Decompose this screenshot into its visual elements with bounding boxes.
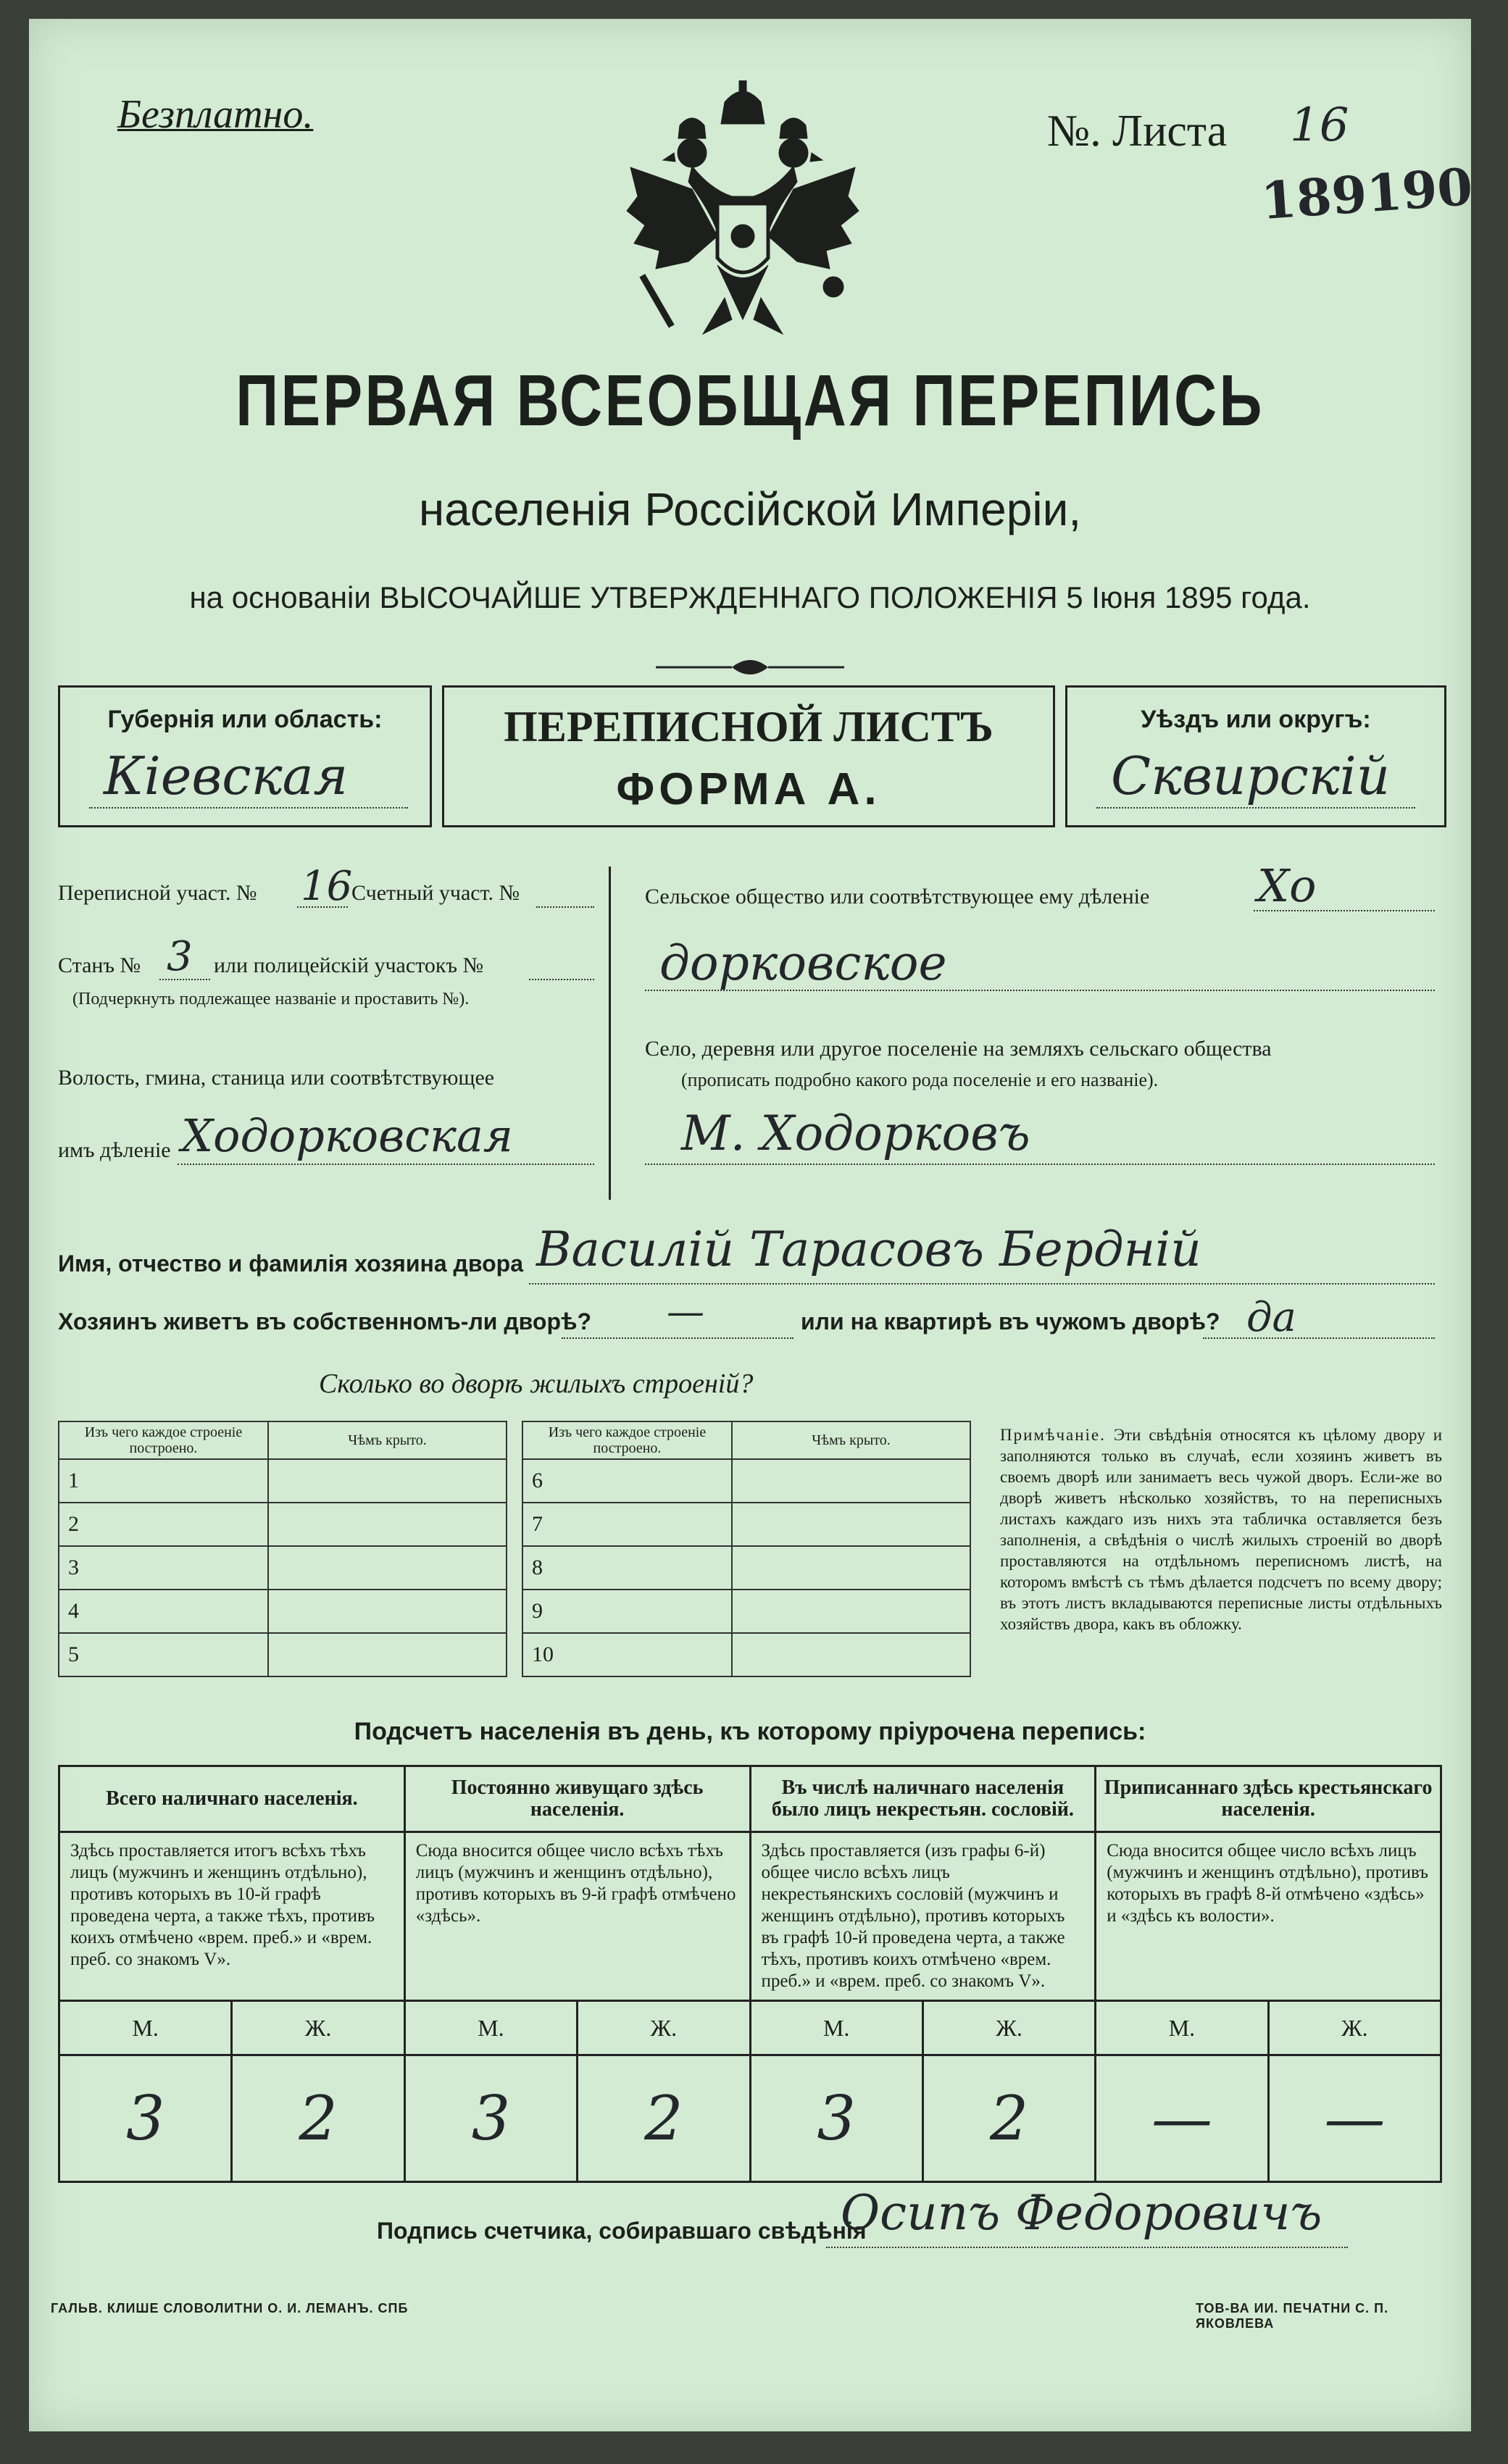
rent-value: да [1246, 1294, 1296, 1341]
uezd-value: Сквирскій [1111, 746, 1391, 806]
printer-left: ГАЛЬВ. КЛИШЕ СЛОВОЛИТНИ О. И. ЛЕМАНЪ. СПБ [51, 2301, 409, 2315]
male-count: 3 [404, 2055, 577, 2182]
female-header: Ж. [922, 2001, 1095, 2055]
own-yard-value: — [667, 1290, 704, 1334]
volost-label-1: Волость, гмина, станица или соотвѣтствующее [58, 1066, 495, 1090]
male-header: М. [750, 2001, 922, 2055]
female-count: 2 [922, 2055, 1095, 2182]
owner-value: Василій Тарасовъ Бердній [536, 1221, 1201, 1277]
col-roof-header: Чѣмъ крыто. [268, 1421, 507, 1459]
gubernia-label: Губернія или область: [107, 706, 383, 733]
gubernia-box [58, 685, 432, 827]
male-header: М. [59, 2001, 232, 2055]
volost-label-2: имъ дѣленіе [58, 1138, 171, 1162]
population-title: Подсчетъ населенія въ день, къ которому пріурочена перепись: [354, 1718, 1146, 1745]
female-count: 2 [578, 2055, 750, 2182]
column-description: Сюда вносится общее число всѣхъ тѣхъ лицъ (мужчинъ и женщинъ отдѣльно), противъ которыхъ въ 9-й графѣ отмѣчено «здѣсь». [404, 1832, 750, 2001]
uezd-label: Уѣздъ или округъ: [1141, 706, 1371, 733]
table-row: 9 [522, 1590, 970, 1633]
uezd-box [1065, 685, 1446, 827]
selskoe-value-2: дорковское [659, 935, 947, 991]
document-subtitle: населенія Россійской Имперіи, [418, 483, 1082, 535]
column-header: Постоянно живущаго здѣсь населенія. [404, 1766, 750, 1832]
population-table [58, 1765, 1442, 2183]
column-header: Въ числѣ наличнаго населенія было лицъ некрестьян. сословій. [750, 1766, 1096, 1832]
female-header: Ж. [578, 2001, 750, 2055]
sheet-number-value: 16 [1290, 99, 1349, 152]
signature-label: Подпись счетчика, собиравшаго свѣдѣнія [377, 2218, 867, 2244]
owner-label: Имя, отчество и фамилія хозяина двора [58, 1250, 523, 1277]
table-row: 10 [522, 1633, 970, 1676]
archive-number: 189190 [1259, 156, 1475, 232]
female-header: Ж. [232, 2001, 404, 2055]
male-header: М. [404, 2001, 577, 2055]
form-title: ПЕРЕПИСНОЙ ЛИСТЪ [504, 703, 993, 751]
table-row: 6 [522, 1459, 970, 1503]
male-count: — [1096, 2055, 1268, 2182]
signature-value: Осипъ Федоровичъ [841, 2185, 1322, 2241]
buildings-question: Сколько во дворѣ жилыхъ строеній? [319, 1369, 754, 1399]
col-material-header: Изъ чего каждое строеніе построено. [522, 1421, 732, 1459]
table-row: 8 [522, 1546, 970, 1590]
document-title: ПЕРВАЯ ВСЕОБЩАЯ ПЕРЕПИСЬ [236, 360, 1265, 441]
sheet-number-label: №. Листа [1047, 107, 1228, 156]
column-header: Всего наличнаго населенія. [59, 1766, 405, 1832]
male-count: 3 [750, 2055, 922, 2182]
female-header: Ж. [1268, 2001, 1441, 2055]
rent-label: или на квартирѣ въ чужомъ дворѣ? [801, 1308, 1220, 1335]
table-row: 5 [59, 1633, 507, 1676]
perepis-uchast-label: Переписной участ. № [58, 881, 257, 905]
schetny-uchast-label: Счетный участ. № [351, 881, 520, 905]
gubernia-value: Кіевская [104, 746, 349, 806]
form-title-box [442, 685, 1055, 827]
column-description: Здѣсь проставляется итогъ всѣхъ тѣхъ лицъ (мужчинъ и женщинъ отдѣльно), противъ которыхъ въ 10-й графѣ проведена черта, а также тѣхъ, противъ коихъ отмѣчено «врем. преб.» и «врем. преб. со знакомъ V». [59, 1832, 405, 2001]
buildings-note: Примѣчаніе. Эти свѣдѣнія относятся къ цѣлому двору и заполняются только въ случаѣ, если хозяинъ живетъ въ своемъ дворѣ или занимаетъ весь чужой дворъ. Если-же во дворѣ живетъ нѣсколько хозяйствъ, то на переписныхъ листахъ каждаго изъ нихъ эта табличка оставляется безъ заполненія, а свѣдѣнія о числѣ жилыхъ строеній во дворѣ проставляются на отдѣльномъ переписномъ листѣ, на которомъ вмѣстѣ съ тѣмъ дѣлается подсчетъ по всему двору; въ этотъ листъ вкладываются переписные листы отдѣльныхъ хозяйствъ двора, какъ въ обложку. [1000, 1426, 1442, 1633]
male-header: М. [1096, 2001, 1268, 2055]
stan-value: 3 [167, 933, 193, 980]
table-row: 1 [59, 1459, 507, 1503]
buildings-table-right [522, 1421, 971, 1677]
selo-note: (прописать подробно какого рода поселеніе и его названіе). [681, 1069, 1159, 1090]
selo-value: М. Ходорковъ [681, 1106, 1030, 1161]
document-basis: на основаніи ВЫСОЧАЙШЕ УТВЕРЖДЕННАГО ПОЛОЖЕНІЯ 5 Іюня 1895 года. [189, 580, 1311, 614]
selskoe-label: Сельское общество или соотвѣтствующее ему дѣленіе [645, 885, 1150, 909]
police-label: или полицейскій участокъ № [214, 953, 484, 977]
form-name: ФОРМА А. [616, 764, 881, 814]
column-header: Приписаннаго здѣсь крестьянскаго населенія. [1096, 1766, 1441, 1832]
female-count: — [1268, 2055, 1441, 2182]
column-description: Здѣсь проставляется (изъ графы 6-й) общее число всѣхъ лицъ некрестьянскихъ сословій (мужчинъ и женщинъ отдѣльно), противъ которыхъ въ графѣ 10-й проведена черта, а также тѣхъ, противъ коихъ отмѣчено «врем. преб.» и «врем. преб. со знакомъ V». [750, 1832, 1096, 2001]
own-yard-label: Хозяинъ живетъ въ собственномъ-ли дворѣ? [58, 1308, 592, 1335]
table-row: 3 [59, 1546, 507, 1590]
volost-value: Ходорковская [181, 1109, 513, 1162]
perepis-uchast-value: 16 [301, 863, 353, 910]
table-row: 2 [59, 1503, 507, 1546]
selskoe-value-1: Хо [1257, 859, 1317, 912]
free-label: Безплатно. [117, 92, 314, 137]
female-count: 2 [232, 2055, 404, 2182]
table-row: 7 [522, 1503, 970, 1546]
table-row: 4 [59, 1590, 507, 1633]
ornament-divider [652, 656, 848, 678]
printer-right: ТОВ-ВА ИИ. ПЕЧАТНИ С. П. ЯКОВЛЕВА [1196, 2301, 1389, 2331]
buildings-table-left [58, 1421, 507, 1677]
male-count: 3 [59, 2055, 232, 2182]
census-sheet [29, 19, 1475, 2431]
col-roof-header: Чѣмъ крыто. [732, 1421, 970, 1459]
column-description: Сюда вносится общее число всѣхъ лицъ (мужчинъ и женщинъ отдѣльно), противъ которыхъ въ графѣ 8-й отмѣчено «здѣсь» и «здѣсь къ волости». [1096, 1832, 1441, 2001]
stan-note: (Подчеркнуть подлежащее названіе и проставить №). [72, 990, 470, 1008]
selo-label: Село, деревня или другое поселеніе на земляхъ сельскаго общества [645, 1037, 1272, 1061]
double-headed-eagle-icon [623, 80, 862, 341]
col-material-header: Изъ чего каждое строеніе построено. [59, 1421, 268, 1459]
stan-label: Станъ № [58, 953, 141, 977]
